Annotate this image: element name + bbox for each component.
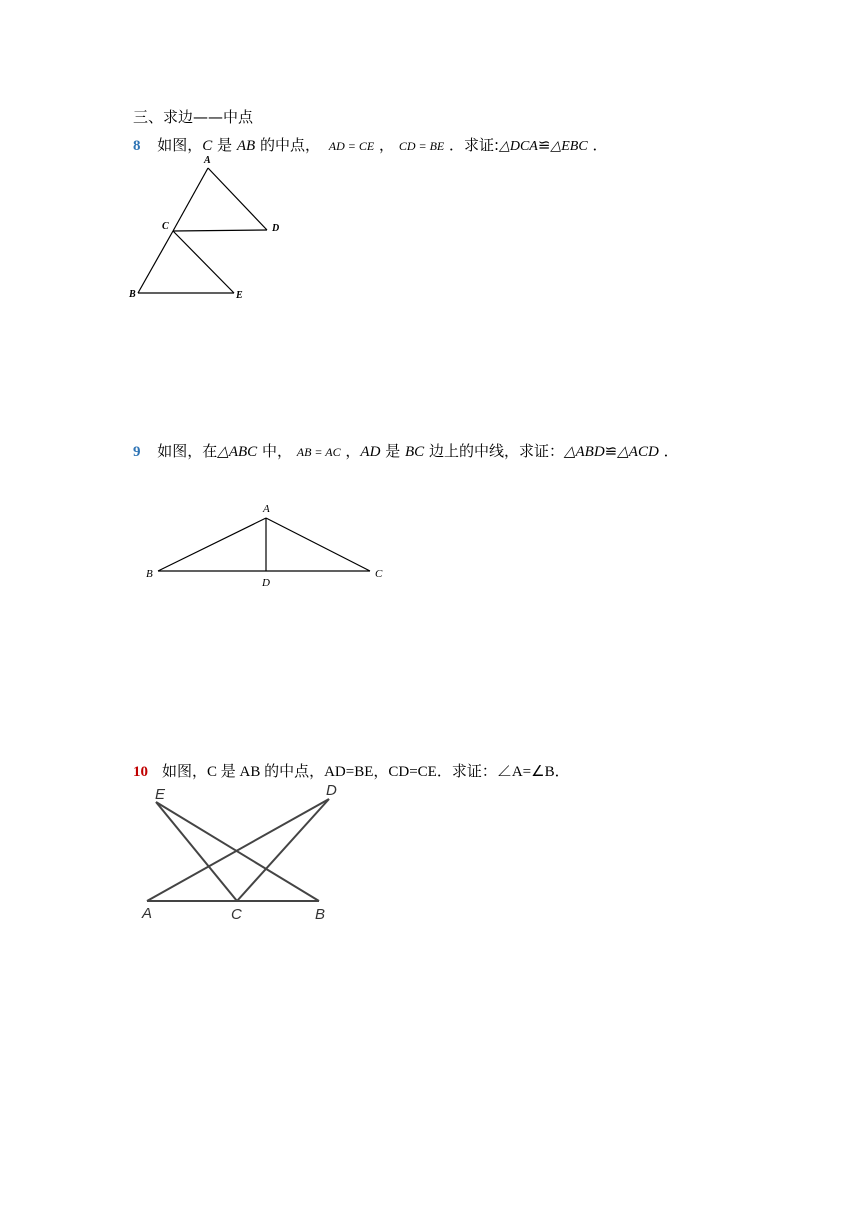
q9-triangle-2: △ACD	[617, 444, 659, 460]
q8-separator: ，	[379, 136, 395, 154]
figure-label-b: B	[129, 289, 136, 300]
segment-eb	[156, 802, 319, 901]
figure-label-d: D	[262, 577, 270, 589]
figure-label-a: A	[263, 503, 270, 515]
figure-label-a: A	[142, 905, 153, 922]
q8-text-prefix: 如图，	[157, 136, 203, 154]
q8-point-c: C	[202, 138, 213, 154]
q10-text: 如图，C 是 AB 的中点，AD=BE，CD=CE．求证：∠A=∠B．	[162, 764, 570, 780]
segment-cd	[173, 230, 267, 231]
q8-congruent-symbol: ≌	[537, 136, 551, 154]
figure-label-d: D	[272, 223, 280, 234]
segment-ac	[266, 518, 370, 571]
figure-label-d: D	[326, 782, 337, 799]
figure-label-a: A	[204, 155, 211, 166]
segment-cb	[138, 231, 173, 293]
q9-triangle-abc: △ABC	[217, 444, 258, 460]
segment-ad	[147, 799, 329, 901]
q9-condition: AB = AC	[296, 445, 341, 459]
figure-label-e: E	[236, 290, 243, 301]
figure-label-b: B	[315, 906, 326, 923]
q9-text: 是	[385, 442, 401, 460]
segment-ac	[173, 168, 208, 231]
q8-text: ．求证:	[449, 136, 500, 154]
q8-text: 是	[217, 136, 233, 154]
q8-condition-2: CD = BE	[398, 139, 445, 153]
question-number: 8	[133, 138, 141, 154]
question-number: 9	[133, 444, 141, 460]
q8-segment-ab: AB	[236, 138, 256, 154]
figure-q10	[147, 799, 329, 901]
q8-text: 的中点，	[260, 136, 321, 154]
q9-text: 边上的中线，求证：	[428, 442, 564, 460]
question-number: 10	[133, 764, 148, 780]
figure-q9	[158, 518, 370, 571]
segment-ec	[156, 802, 237, 901]
q9-text-prefix: 如图，在	[157, 442, 218, 460]
q9-congruent-symbol: ≌	[604, 442, 618, 460]
q9-end: ．	[663, 442, 679, 460]
q8-end: ．	[592, 136, 608, 154]
figure-label-c: C	[375, 568, 383, 580]
q8-condition-1: AD = CE	[328, 139, 375, 153]
q8-triangle-1: △DCA	[499, 139, 538, 154]
section-heading: 三、求边——中点	[133, 108, 254, 126]
segment-ad	[208, 168, 267, 230]
figure-label-b: B	[146, 568, 153, 580]
segment-ab	[158, 518, 266, 571]
segment-cd	[237, 799, 329, 901]
q8-triangle-2: △EBC	[550, 139, 588, 154]
q9-triangle-1: △ABD	[563, 444, 605, 460]
q9-segment-bc: BC	[405, 444, 425, 460]
figure-q8	[138, 168, 267, 293]
figure-label-e: E	[155, 786, 166, 803]
figure-label-c: C	[231, 906, 242, 923]
q9-text: ，	[345, 442, 361, 460]
q9-segment-ad: AD	[360, 444, 381, 460]
q9-text: 中，	[261, 442, 292, 460]
segment-ce	[173, 231, 234, 293]
figure-label-c: C	[162, 221, 169, 232]
